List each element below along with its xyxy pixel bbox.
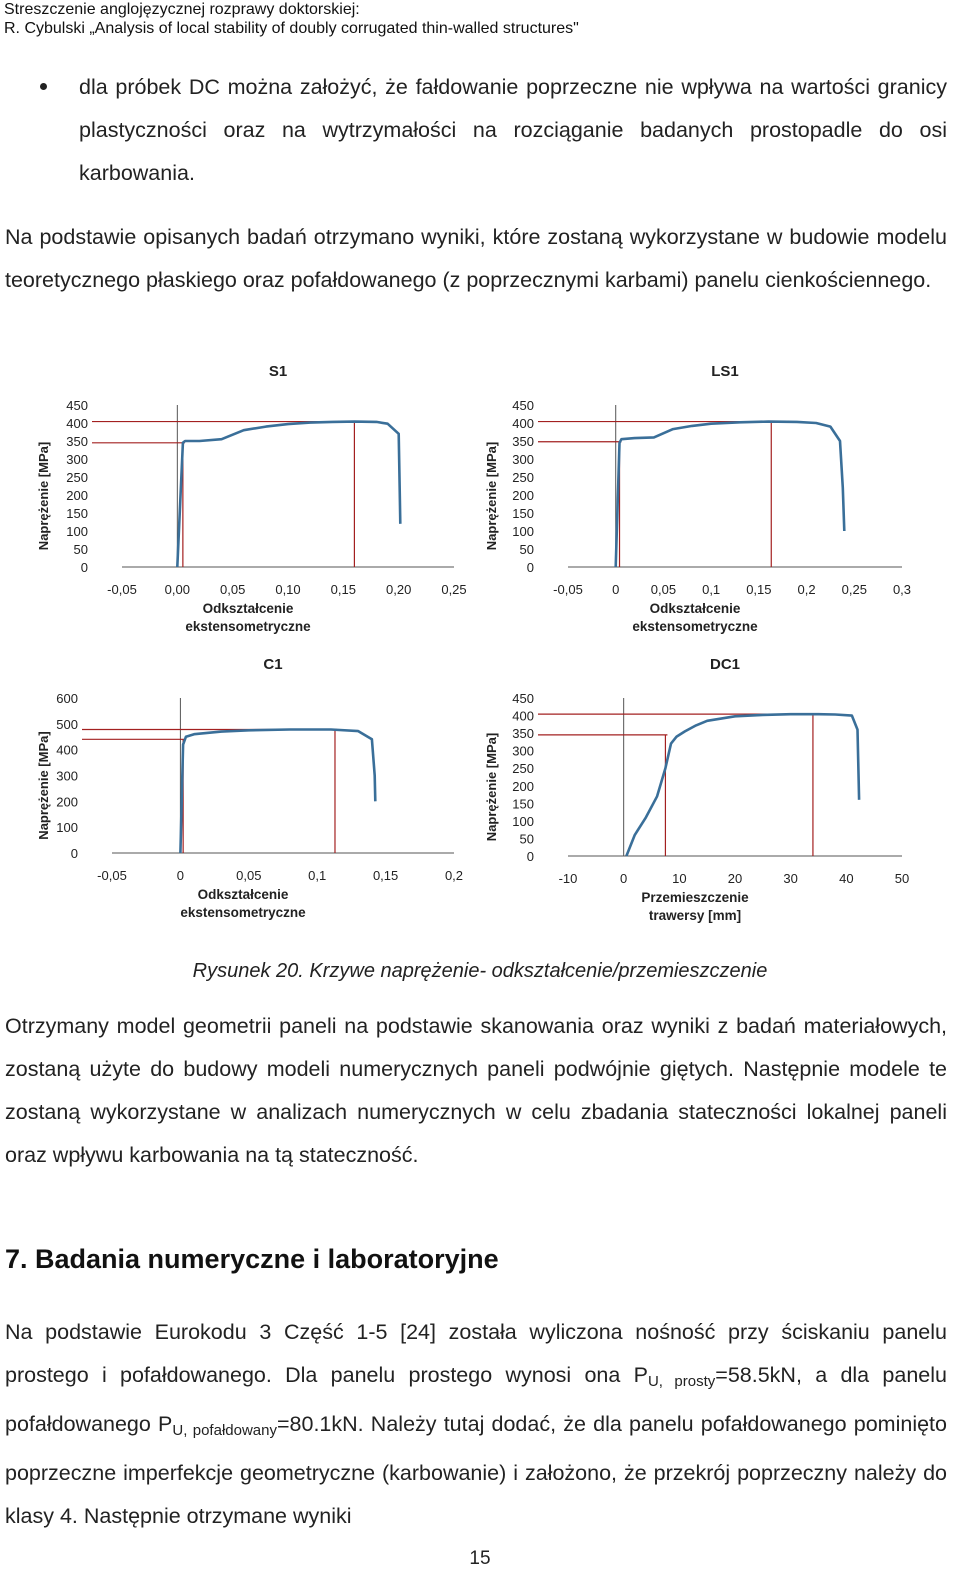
x-tick-label: 0,2 xyxy=(797,582,816,597)
x-tick-label: 0,25 xyxy=(841,582,867,597)
x-tick-label: 0,15 xyxy=(330,582,356,597)
y-tick-label: 50 xyxy=(73,542,88,557)
y-tick-label: 200 xyxy=(56,794,78,810)
page-number: 15 xyxy=(469,1548,491,1569)
y-tick-label: 300 xyxy=(66,452,88,467)
data-series-line xyxy=(177,422,400,567)
x-tick-label: 0,20 xyxy=(386,582,412,597)
x-axis-label: Odkształcenie xyxy=(202,601,294,616)
x-tick-label: 40 xyxy=(839,871,854,886)
y-tick-label: 100 xyxy=(512,524,534,539)
y-axis-label: Naprężenie [MPa] xyxy=(484,441,499,551)
paragraph-1: Na podstawie opisanych badań otrzymano wyniki, które zostaną wykorzystane w budowie modelu teoretycznego płaskiego oraz pofałdowanego (z poprzecznymi karbami) panelu cienkościennego. xyxy=(5,225,947,292)
y-tick-label: 150 xyxy=(512,796,534,812)
y-tick-label: 0 xyxy=(526,849,534,864)
y-tick-label: 150 xyxy=(66,506,88,521)
y-tick-label: 200 xyxy=(66,488,88,503)
subscript-pofaldowany: U, pofałdowany xyxy=(172,1422,277,1439)
y-tick-label: 450 xyxy=(66,398,88,413)
y-tick-label: 300 xyxy=(512,452,534,467)
x-tick-label: 0,25 xyxy=(441,582,467,597)
y-tick-label: 250 xyxy=(512,761,534,777)
x-tick-label: 30 xyxy=(783,871,798,886)
x-tick-label: 0,10 xyxy=(275,582,301,597)
y-tick-label: 400 xyxy=(56,742,78,758)
x-axis-label: ekstensometryczne xyxy=(185,619,311,634)
running-header xyxy=(4,0,579,38)
y-tick-label: 400 xyxy=(512,416,534,431)
x-tick-label: 0,00 xyxy=(164,582,190,597)
y-tick-label: 450 xyxy=(512,691,534,706)
y-axis-label: Naprężenie [MPa] xyxy=(36,731,51,840)
x-tick-label: 10 xyxy=(672,871,687,886)
y-tick-label: 250 xyxy=(66,470,88,485)
y-tick-label: 400 xyxy=(512,708,534,724)
x-axis-label: ekstensometryczne xyxy=(632,619,758,634)
y-tick-label: 0 xyxy=(70,846,78,861)
y-tick-label: 50 xyxy=(519,542,534,557)
x-tick-label: -0,05 xyxy=(97,868,127,883)
x-axis-label: Odkształcenie xyxy=(649,601,741,616)
y-tick-label: 400 xyxy=(66,416,88,431)
section-heading: 7. Badania numeryczne i laboratoryjne xyxy=(5,1244,499,1274)
paragraph-3-part-2: =58.5kN, a dla panelu pofałdowanego P xyxy=(5,1363,947,1436)
x-tick-label: 0 xyxy=(176,868,185,883)
y-tick-label: 150 xyxy=(512,506,534,521)
x-tick-label: 0 xyxy=(612,582,620,597)
x-tick-label: 0,1 xyxy=(702,582,721,597)
paragraph-3-part-3: =80.1kN. Należy tutaj dodać, że dla panelu pofałdowanego pominięto poprzeczne imperfekcje geometryczne (karbowanie) i założono, że przekrój poprzeczny należy do klasy 4. Następnie otrzymane wyniki xyxy=(5,1412,947,1528)
y-tick-label: 200 xyxy=(512,778,534,794)
y-tick-label: 0 xyxy=(80,560,88,575)
chart-ls1 xyxy=(478,352,918,642)
y-tick-label: 50 xyxy=(519,831,534,847)
y-tick-label: 350 xyxy=(66,434,88,449)
x-tick-label: 0,15 xyxy=(746,582,772,597)
y-tick-label: 350 xyxy=(512,726,534,742)
x-tick-label: 0,05 xyxy=(650,582,677,597)
x-tick-label: 0,1 xyxy=(308,868,327,883)
x-tick-label: 0,05 xyxy=(220,582,246,597)
paragraph-3 xyxy=(5,1311,947,1538)
x-axis-label: ekstensometryczne xyxy=(180,905,306,920)
x-tick-label: 0 xyxy=(620,871,628,886)
x-tick-label: 20 xyxy=(727,871,743,886)
x-tick-label: 0,3 xyxy=(892,582,912,597)
data-series-line xyxy=(616,422,845,567)
y-axis-label: Naprężenie [MPa] xyxy=(36,441,51,551)
y-tick-label: 250 xyxy=(512,470,534,485)
x-axis-label: Przemieszczenie xyxy=(641,890,749,905)
x-tick-label: 0,2 xyxy=(444,868,464,883)
y-tick-label: 200 xyxy=(512,488,534,503)
x-tick-label: 0,15 xyxy=(372,868,399,883)
chart-c1 xyxy=(30,645,470,935)
y-tick-label: 300 xyxy=(512,743,534,759)
x-tick-label: -0,05 xyxy=(553,582,583,597)
chart-title: C1 xyxy=(263,656,283,673)
chart-s1 xyxy=(30,352,470,642)
paragraph-2: Otrzymany model geometrii paneli na podstawie skanowania oraz wyniki z badań materiałowych, zostaną użyte do budowy modeli numerycznych paneli podwójnie giętych. Następnie modele te zostaną wykorzystane w analizach numerycznych w celu zbadania stateczności lokalnej paneli oraz wpływu karbowania na tą stateczność. xyxy=(5,1014,947,1167)
bullet-text: dla próbek DC można założyć, że fałdowanie poprzeczne nie wpływa na wartości granicy plastyczności oraz na wytrzymałości na rozciąganie badanych prostopadle do osi karbowania. xyxy=(79,75,947,185)
x-axis-label: trawersy [mm] xyxy=(648,908,742,923)
figure-caption: Rysunek 20. Krzywe naprężenie- odkształcenie/przemieszczenie xyxy=(192,960,768,982)
header-line-2: R. Cybulski „Analysis of local stability of doubly corrugated thin-walled structures" xyxy=(4,20,579,37)
x-tick-label: -10 xyxy=(558,871,578,886)
y-tick-label: 100 xyxy=(66,524,88,539)
header-line-1: Streszczenie anglojęzycznej rozprawy doktorskiej: xyxy=(4,1,360,18)
x-tick-label: 0,05 xyxy=(236,868,262,883)
chart-title: DC1 xyxy=(709,656,741,673)
y-tick-label: 600 xyxy=(56,691,78,706)
y-tick-label: 100 xyxy=(512,813,534,829)
x-tick-label: -0,05 xyxy=(107,582,137,597)
y-tick-label: 500 xyxy=(56,716,78,732)
y-tick-label: 100 xyxy=(56,820,78,836)
y-tick-label: 300 xyxy=(56,768,78,784)
data-series-line xyxy=(180,730,375,854)
chart-title: S1 xyxy=(268,363,288,380)
bullet-dot-icon xyxy=(40,83,47,90)
x-tick-label: 50 xyxy=(894,871,910,886)
y-tick-label: 350 xyxy=(512,434,534,449)
y-axis-label: Naprężenie [MPa] xyxy=(484,732,499,842)
chart-dc1 xyxy=(478,645,918,935)
y-tick-label: 450 xyxy=(512,398,534,413)
paragraph-3-part-1: Na podstawie Eurokodu 3 Część 1-5 [24] została wyliczona nośność przy ściskaniu panelu prostego i pofałdowanego. Dla panelu prostego wynosi ona P xyxy=(5,1320,947,1387)
subscript-prosty: U, prosty xyxy=(647,1373,716,1390)
data-series-line xyxy=(626,714,859,856)
y-tick-label: 0 xyxy=(526,560,534,575)
chart-title: LS1 xyxy=(711,363,739,380)
x-axis-label: Odkształcenie xyxy=(197,887,289,902)
